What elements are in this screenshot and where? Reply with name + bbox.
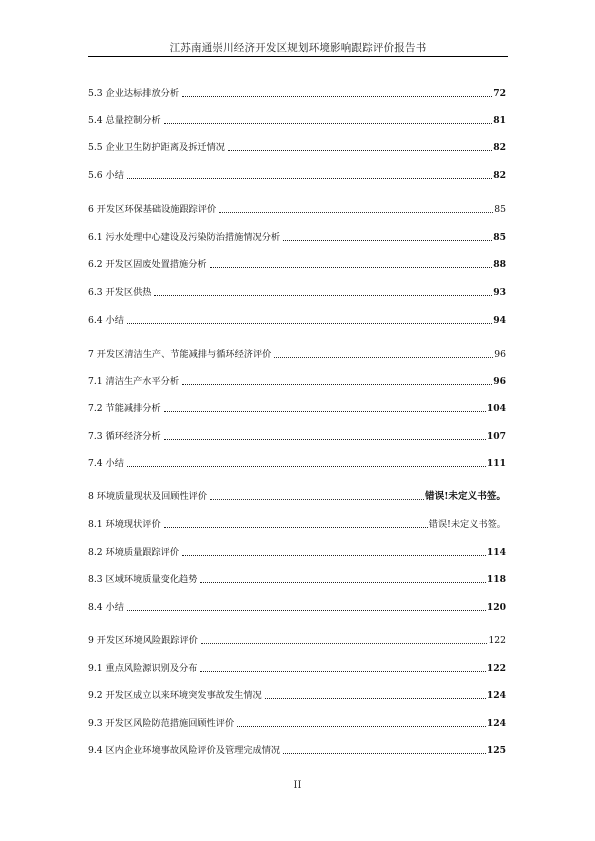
- toc-entry-label: 6.2 开发区固废处置措施分析: [88, 259, 207, 270]
- toc-entry-page: 82: [493, 142, 506, 153]
- toc-entry[interactable]: [88, 545, 506, 559]
- toc-entry-label: 9.2 开发区成立以来环境突发事故发生情况: [88, 690, 262, 701]
- toc-entry[interactable]: [88, 401, 506, 415]
- toc-entry-page: 72: [493, 88, 506, 99]
- toc-leader-dots: [127, 466, 486, 467]
- toc-leader-dots: [219, 212, 493, 213]
- header-rule: [88, 56, 508, 57]
- toc-entry-label: 5.6 小结: [88, 170, 124, 181]
- toc-entry[interactable]: [88, 489, 506, 503]
- toc-entry-page: 88: [493, 259, 506, 270]
- toc-entry[interactable]: [88, 374, 506, 388]
- toc-entry[interactable]: [88, 202, 506, 216]
- toc-entry-page: 104: [486, 403, 506, 414]
- toc-entry-page: 122: [488, 635, 506, 646]
- toc-leader-dots: [274, 357, 493, 358]
- toc-entry-page: 82: [493, 170, 506, 181]
- toc-entry-label: 5.5 企业卫生防护距离及拆迁情况: [88, 142, 225, 153]
- toc-leader-dots: [200, 582, 485, 583]
- toc-entry-page: 96: [494, 349, 506, 360]
- toc-leader-dots: [154, 295, 492, 296]
- toc-leader-dots: [127, 610, 486, 611]
- toc-entry-page: 124: [486, 718, 506, 729]
- toc-leader-dots: [164, 123, 493, 124]
- toc-entry-page: 122: [486, 663, 506, 674]
- toc-leader-dots: [283, 753, 486, 754]
- toc-entry-label: 6.3 开发区供热: [88, 287, 152, 298]
- page-number: II: [293, 780, 302, 791]
- toc-entry-page: 124: [486, 690, 506, 701]
- toc-entry-page: 错误!未定义书签。: [425, 491, 506, 502]
- toc-entry[interactable]: [88, 140, 506, 154]
- toc-leader-dots: [228, 150, 492, 151]
- toc-entry[interactable]: [88, 230, 506, 244]
- toc-entry-page: 81: [493, 115, 506, 126]
- toc-entry[interactable]: [88, 572, 506, 586]
- toc-entry[interactable]: [88, 168, 506, 182]
- toc-entry[interactable]: [88, 456, 506, 470]
- toc-entry-label: 9.4 区内企业环境事故风险评价及管理完成情况: [88, 745, 281, 756]
- toc-entry[interactable]: [88, 633, 506, 647]
- toc-entry[interactable]: [88, 257, 506, 271]
- toc-entry[interactable]: [88, 661, 506, 675]
- toc-leader-dots: [265, 698, 486, 699]
- toc-leader-dots: [201, 643, 488, 644]
- toc-entry[interactable]: [88, 86, 506, 100]
- toc-entry[interactable]: [88, 517, 506, 531]
- toc-leader-dots: [164, 527, 428, 528]
- toc-entry-label: 6.1 污水处理中心建设及污染防治措施情况分析: [88, 232, 281, 243]
- toc-leader-dots: [210, 267, 493, 268]
- toc-entry[interactable]: [88, 285, 506, 299]
- toc-entry-label: 7.3 循环经济分析: [88, 431, 161, 442]
- toc-entry[interactable]: [88, 716, 506, 730]
- toc-entry-page: 错误!未定义书签。: [428, 519, 506, 530]
- toc-entry-page: 114: [486, 547, 506, 558]
- toc-entry[interactable]: [88, 347, 506, 361]
- toc-entry-label: 5.3 企业达标排放分析: [88, 88, 180, 99]
- toc-entry-label: 8.3 区域环境质量变化趋势: [88, 574, 198, 585]
- toc-entry[interactable]: [88, 688, 506, 702]
- toc-leader-dots: [237, 726, 486, 727]
- toc-leader-dots: [127, 178, 492, 179]
- toc-entry-page: 85: [494, 204, 506, 215]
- toc-leader-dots: [127, 323, 492, 324]
- toc-entry-page: 125: [486, 745, 506, 756]
- toc-entry-label: 6.4 小结: [88, 315, 124, 326]
- toc-entry-label: 8.2 环境质量跟踪评价: [88, 547, 180, 558]
- toc-leader-dots: [164, 439, 486, 440]
- toc-leader-dots: [182, 96, 492, 97]
- toc-entry-page: 107: [486, 431, 506, 442]
- toc-entry-page: 111: [486, 458, 506, 469]
- toc-entry-label: 7 开发区清洁生产、节能减排与循环经济评价: [88, 349, 272, 360]
- toc-leader-dots: [283, 240, 492, 241]
- toc-entry[interactable]: [88, 429, 506, 443]
- toc-entry-label: 9 开发区环境风险跟踪评价: [88, 635, 198, 646]
- toc-entry-label: 5.4 总量控制分析: [88, 115, 161, 126]
- toc-entry-label: 9.3 开发区风险防范措施回顾性评价: [88, 718, 235, 729]
- toc-entry-page: 85: [493, 232, 506, 243]
- toc-entry-label: 8 环境质量现状及回顾性评价: [88, 491, 208, 502]
- toc-entry[interactable]: [88, 113, 506, 127]
- toc-entry-label: 9.1 重点风险源识别及分布: [88, 663, 198, 674]
- toc-entry-label: 8.1 环境现状评价: [88, 519, 161, 530]
- toc-entry[interactable]: [88, 743, 506, 757]
- toc-entry-page: 94: [493, 315, 506, 326]
- toc-entry-page: 96: [493, 376, 506, 387]
- toc-entry-page: 120: [486, 602, 506, 613]
- toc-leader-dots: [182, 555, 486, 556]
- toc-entry-page: 93: [493, 287, 506, 298]
- toc-entry-label: 6 开发区环保基础设施跟踪评价: [88, 204, 217, 215]
- toc-entry-page: 118: [486, 574, 506, 585]
- toc-leader-dots: [200, 671, 485, 672]
- toc-entry[interactable]: [88, 600, 506, 614]
- toc-entry-label: 7.4 小结: [88, 458, 124, 469]
- toc-entry-label: 7.1 清洁生产水平分析: [88, 376, 180, 387]
- toc-leader-dots: [210, 499, 424, 500]
- toc-leader-dots: [164, 411, 486, 412]
- running-header: 江苏南通崇川经济开发区规划环境影响跟踪评价报告书: [169, 42, 427, 54]
- toc-leader-dots: [182, 384, 492, 385]
- toc-entry-label: 7.2 节能减排分析: [88, 403, 161, 414]
- toc-entry-label: 8.4 小结: [88, 602, 124, 613]
- toc-entry[interactable]: [88, 313, 506, 327]
